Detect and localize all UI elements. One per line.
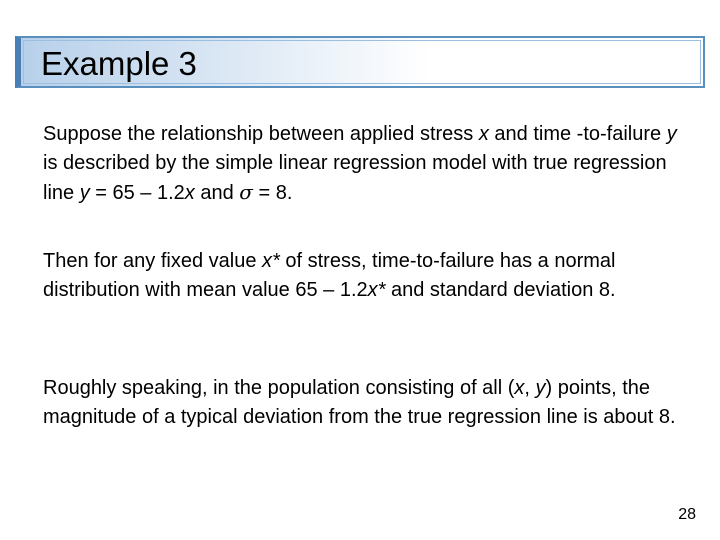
text-run: and standard deviation 8.	[385, 279, 616, 301]
text-run: = 8.	[252, 182, 293, 204]
variable-y: y	[535, 377, 546, 399]
text-run: and time -to-failure	[488, 123, 667, 145]
paragraph-normal-distribution	[43, 247, 693, 305]
variable-x: x	[478, 123, 489, 145]
text-run: Then for any fixed value	[43, 250, 263, 272]
slide-title: Example 3	[41, 45, 197, 82]
title-banner	[15, 36, 705, 88]
paragraph-typical-deviation	[43, 374, 693, 432]
text-run: and	[194, 182, 240, 204]
text-run: of stress, time-to-failure has a normal distribution with mean value 65 – 1.2	[43, 250, 622, 301]
text-run: ,	[524, 377, 536, 399]
text-run: Roughly speaking, in the population consisting of all (	[43, 377, 515, 399]
variable-x-star: x*	[262, 250, 280, 272]
variable-y: y	[666, 123, 677, 145]
variable-x-star: x*	[367, 279, 386, 301]
page-number: 28	[678, 506, 696, 523]
text-run: Suppose the relationship between applied stress	[43, 123, 479, 145]
text-run: = 65 – 1.2	[89, 182, 185, 204]
paragraph-regression-model	[43, 120, 693, 208]
variable-x: x	[184, 182, 195, 204]
variable-y: y	[79, 182, 90, 204]
sigma-symbol: σ	[239, 180, 253, 204]
variable-x: x	[514, 377, 525, 399]
text-run: ) points, the magnitude of a typical deviation from the true regression line is about 8.	[43, 377, 676, 428]
text-run: is described by the simple linear regression model with true regression line	[43, 123, 683, 204]
